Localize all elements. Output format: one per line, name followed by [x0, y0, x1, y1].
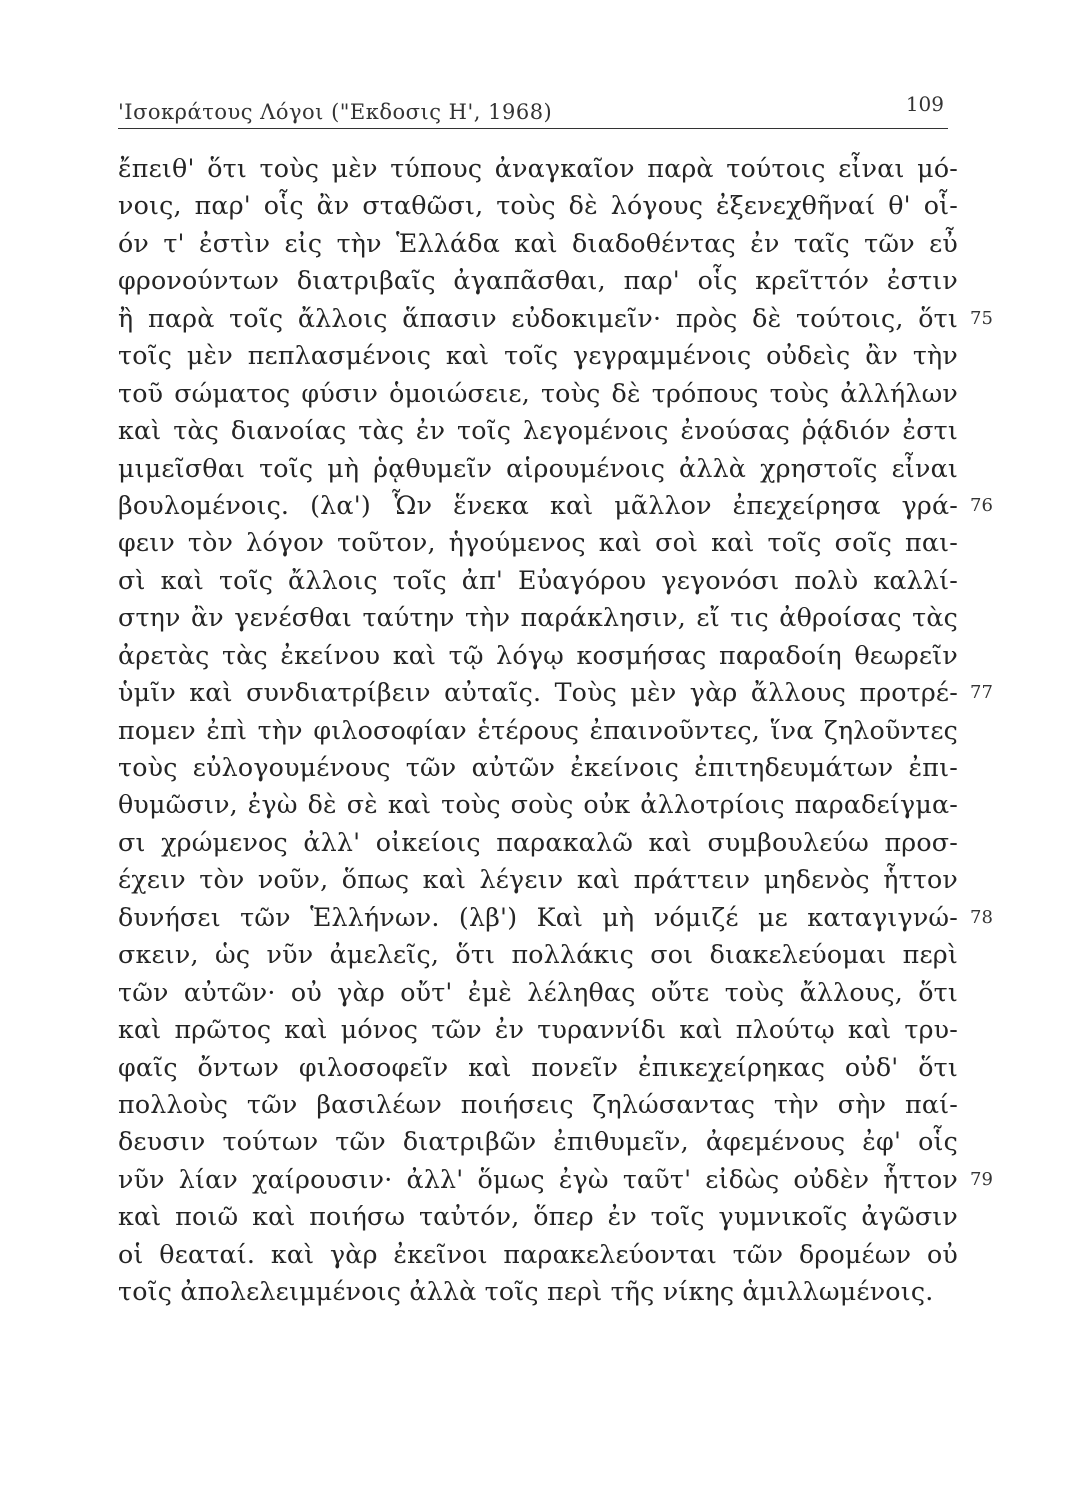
text-line: φρονούντων διατριβαῖς ἀγαπᾶσθαι, παρ' οἷς κρεῖττόν ἐστιν: [118, 266, 958, 296]
text-line: όν τ' ἐστὶν εἰς τὴν Ἑλλάδα καὶ διαδοθέντας ἐν ταῖς τῶν εὖ: [118, 228, 958, 258]
text-line: στην ἂν γενέσθαι ταύτην τὴν παράκλησιν, εἴ τις ἀθροίσας τὰς: [118, 603, 958, 633]
text-line: ἔπειθ' ὅτι τοὺς μὲν τύπους ἀναγκαῖον παρὰ τούτοις εἶναι μό-: [118, 154, 958, 183]
page-number: 109: [905, 92, 944, 116]
body-text: [118, 150, 993, 1311]
section-number: 77: [970, 682, 993, 704]
text-line: καὶ ποιῶ καὶ ποιήσω ταὐτόν, ὅπερ ἐν τοῖς γυμνικοῖς ἀγῶσιν: [118, 1202, 958, 1232]
text-line: τοὺς εὐλογουμένους τῶν αὐτῶν ἐκείνοις ἐπιτηδευμάτων ἐπι-: [118, 753, 958, 782]
text-line: σὶ καὶ τοῖς ἄλλοις τοῖς ἀπ' Εὐαγόρου γεγονόσι πολὺ καλλί-: [118, 565, 958, 595]
text-line: ἢ παρὰ τοῖς ἄλλοις ἅπασιν εὐδοκιμεῖν· πρὸς δὲ τούτοις, ὅτι 75: [118, 300, 958, 337]
text-line: νοις, παρ' οἷς ἂν σταθῶσι, τοὺς δὲ λόγους ἐξενεχθῆναί θ' οἷ-: [118, 191, 958, 221]
header-title: 'Ισοκράτους Λόγοι ("Εκδοσις Η', 1968): [118, 100, 553, 124]
text-line: νῦν λίαν χαίρουσιν· ἀλλ' ὅμως ἐγὼ ταῦτ' εἰδὼς οὐδὲν ἧττον 79: [118, 1161, 958, 1198]
text-line: φαῖς ὄντων φιλοσοφεῖν καὶ πονεῖν ἐπικεχείρηκας οὐδ' ὅτι: [118, 1052, 958, 1082]
running-header: [118, 88, 948, 129]
section-number: 75: [970, 307, 993, 329]
text-line: έχειν τὸν νοῦν, ὅπως καὶ λέγειν καὶ πράττειν μηδενὸς ἧττον: [118, 865, 958, 895]
text-line: οἱ θεαταί. καὶ γὰρ ἐκεῖνοι παρακελεύονται τῶν δρομέων οὐ: [118, 1239, 958, 1269]
section-number: 79: [970, 1168, 993, 1190]
text-line: θυμῶσιν, ἐγὼ δὲ σὲ καὶ τοὺς σοὺς οὐκ ἀλλοτρίοις παραδείγμα-: [118, 790, 958, 820]
text-line: τοῦ σώματος φύσιν ὁμοιώσειε, τοὺς δὲ τρόπους τοὺς ἀλλήλων: [118, 378, 958, 408]
text-line: τοῖς ἀπολελειμμένοις ἀλλὰ τοῖς περὶ τῆς νίκης ἁμιλλωμένοις.: [118, 1277, 934, 1307]
text-line: πομεν ἐπὶ τὴν φιλοσοφίαν ἑτέρους ἐπαινοῦντες, ἵνα ζηλοῦντες: [118, 715, 958, 745]
section-number: 78: [970, 906, 993, 928]
text-line: σκειν, ὡς νῦν ἀμελεῖς, ὅτι πολλάκις σοι διακελεύομαι περὶ: [118, 940, 958, 970]
text-line: δυνήσει τῶν Ἑλλήνων. (λβ') Καὶ μὴ νόμιζέ με καταγιγνώ- 78: [118, 899, 958, 936]
text-line: ὑμῖν καὶ συνδιατρίβειν αὐταῖς. Τοὺς μὲν γὰρ ἄλλους προτρέ- 77: [118, 674, 958, 711]
text-line: σι χρώμενος ἀλλ' οἰκείοις παρακαλῶ καὶ συμβουλεύω προσ-: [118, 827, 958, 857]
text-line: τῶν αὐτῶν· οὐ γὰρ οὔτ' ἐμὲ λέληθας οὔτε τοὺς ἄλλους, ὅτι: [118, 977, 958, 1007]
text-line: ἀρετὰς τὰς ἐκείνου καὶ τῷ λόγῳ κοσμήσας παραδοίη θεωρεῖν: [118, 640, 958, 670]
text-line: τοῖς μὲν πεπλασμένοις καὶ τοῖς γεγραμμένοις οὐδεὶς ἂν τὴν: [118, 341, 958, 371]
text-line: φειν τὸν λόγον τοῦτον, ἡγούμενος καὶ σοὶ καὶ τοῖς σοῖς παι-: [118, 528, 958, 558]
text-line: πολλοὺς τῶν βασιλέων ποιήσεις ζηλώσαντας τὴν σὴν παί-: [118, 1089, 958, 1119]
text-line: βουλομένοις. (λα') Ὧν ἕνεκα καὶ μᾶλλον ἐπεχείρησα γρά- 76: [118, 487, 958, 524]
text-line: μιμεῖσθαι τοῖς μὴ ῥᾳθυμεῖν αἱρουμένοις ἀλλὰ χρηστοῖς εἶναι: [118, 453, 958, 483]
text-line: καὶ τὰς διανοίας τὰς ἐν τοῖς λεγομένοις ἐνούσας ῥᾴδιόν ἐστι: [118, 416, 958, 446]
section-number: 76: [970, 494, 993, 516]
text-line: δευσιν τούτων τῶν διατριβῶν ἐπιθυμεῖν, ἀφεμένους ἐφ' οἷς: [118, 1127, 958, 1157]
text-line: καὶ πρῶτος καὶ μόνος τῶν ἐν τυραννίδι καὶ πλούτῳ καὶ τρυ-: [118, 1015, 958, 1045]
